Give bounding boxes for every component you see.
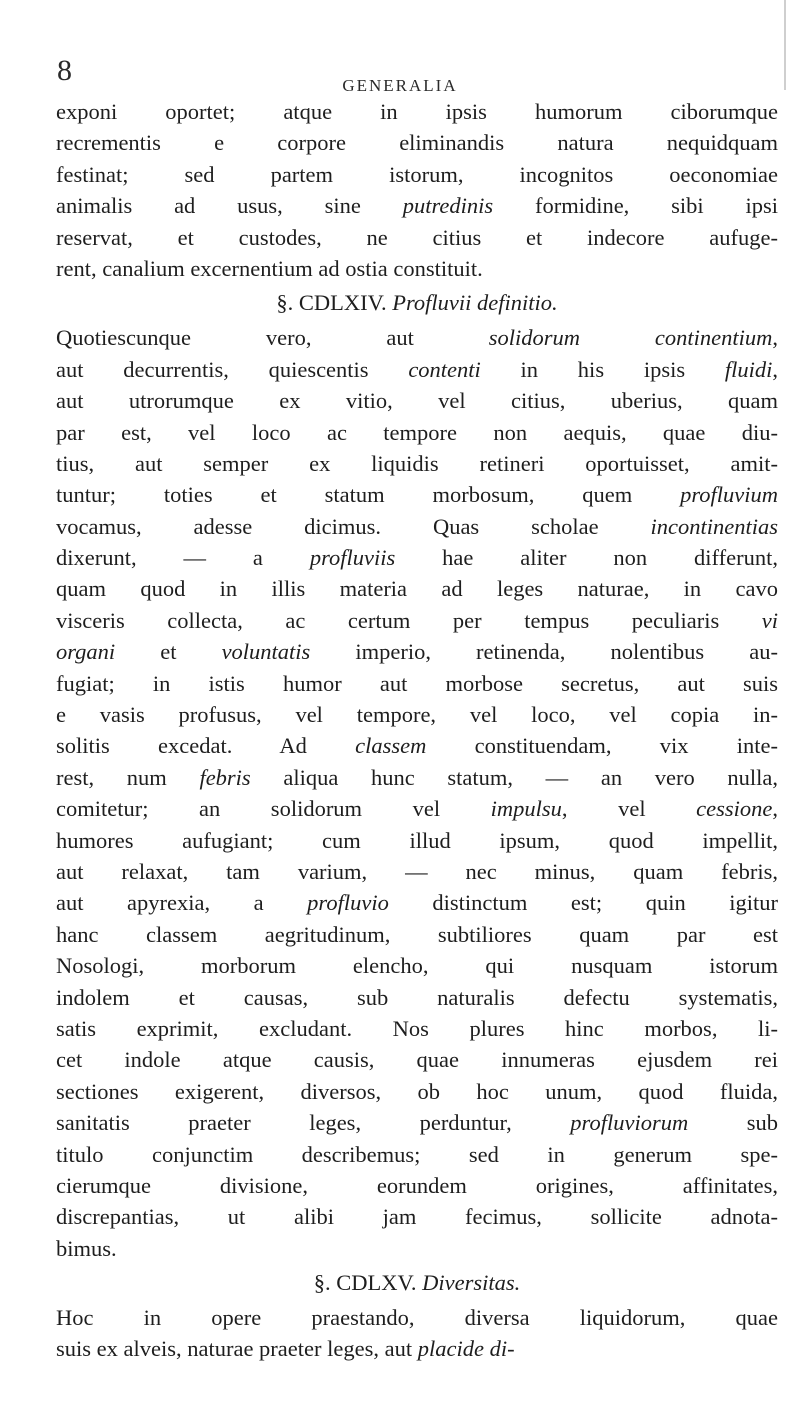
text-run: , <box>772 356 778 382</box>
paragraph-diversitas <box>56 1302 778 1365</box>
italic-text: febris <box>199 764 251 790</box>
text-run: recrementis e corpore eliminandis natura nequidquam <box>56 130 778 156</box>
text-run: humores aufugiant; cum illud ipsum, quod impellit, <box>56 827 778 853</box>
text-run: vocamus, adesse dicimus. Quas scholae <box>56 513 651 539</box>
text-line <box>56 322 778 353</box>
italic-text: profluvio <box>307 890 389 916</box>
text-run: indolem et causas, sub naturalis defectu systematis, <box>56 984 778 1010</box>
italic-text: putredinis <box>402 193 494 219</box>
italic-text: organi <box>56 639 116 665</box>
text-run: et <box>115 639 222 665</box>
section-title: Diversitas. <box>422 1270 521 1296</box>
text-line <box>56 354 778 385</box>
text-line <box>56 222 778 253</box>
italic-text: contenti <box>408 356 481 382</box>
italic-text: vi <box>761 607 778 633</box>
text-run: Nosologi, morborum elencho, qui nusquam istorum <box>56 953 778 979</box>
text-run: aut relaxat, tam varium, — nec minus, quam febris, <box>56 858 778 884</box>
text-run: hanc classem aegritudinum, subtiliores quam par est <box>56 921 778 947</box>
text-line <box>56 479 778 510</box>
text-line <box>56 636 778 667</box>
text-run: titulo conjunctim describemus; sed in generum spe- <box>56 1141 778 1167</box>
text-run: cierumque divisione, eorundem origines, affinitates, <box>56 1172 778 1198</box>
text-run: exponi oportet; atque in ipsis humorum ciborumque <box>56 99 778 124</box>
text-run: animalis ad usus, sine <box>56 193 403 219</box>
text-run: sanitatis praeter leges, perduntur, <box>56 1110 571 1136</box>
text-line <box>56 159 778 190</box>
text-line <box>56 542 778 573</box>
text-line <box>56 825 778 856</box>
text-run: cet indole atque causis, quae innumeras ejusdem rei <box>56 1047 778 1073</box>
text-line <box>56 762 778 793</box>
italic-text: impulsu <box>490 796 562 822</box>
text-line <box>56 417 778 448</box>
text-run: aliqua hunc statum, — an vero nulla, <box>250 764 778 790</box>
text-run: bimus. <box>56 1235 117 1261</box>
text-line <box>56 1233 778 1264</box>
text-run: rest, num <box>56 764 200 790</box>
italic-text: cessione <box>696 796 773 822</box>
text-run: comitetur; an solidorum vel <box>56 796 491 822</box>
text-line <box>56 793 778 824</box>
text-line <box>56 605 778 636</box>
text-line <box>56 887 778 918</box>
text-run: , vel <box>561 796 697 822</box>
text-run: fugiat; in istis humor aut morbose secretus, aut suis <box>56 670 778 696</box>
text-line <box>56 1302 778 1333</box>
text-line <box>56 730 778 761</box>
text-line <box>56 856 778 887</box>
text-line <box>56 1076 778 1107</box>
text-run: Quotiescunque vero, aut <box>56 325 489 351</box>
italic-text: profluvium <box>680 482 778 508</box>
text-run: hae aliter non differunt, <box>395 545 778 571</box>
text-line <box>56 253 778 284</box>
text-run: constituendam, vix inte- <box>426 733 778 759</box>
text-line <box>56 919 778 950</box>
text-line <box>56 511 778 542</box>
text-run: discrepantias, ut alibi jam fecimus, sollicite adnota- <box>56 1204 778 1230</box>
text-run: , <box>772 796 778 822</box>
running-head: GENERALIA <box>342 76 458 95</box>
paragraph-profluvii-definitio <box>56 322 778 1264</box>
section-title: Profluvii definitio. <box>392 290 558 316</box>
text-run: tuntur; toties et statum morbosum, quem <box>56 482 681 508</box>
italic-text: profluviorum <box>570 1110 689 1136</box>
text-line <box>56 1170 778 1201</box>
text-run: tius, aut semper ex liquidis retineri oportuisset, amit- <box>56 450 778 476</box>
text-run: aut decurrentis, quiescentis <box>56 356 409 382</box>
text-run: imperio, retinenda, nolentibus au- <box>310 639 778 665</box>
text-run: , <box>772 325 778 351</box>
text-line <box>56 1333 778 1364</box>
text-run: rent, canalium excernentium ad ostia constituit. <box>56 255 483 281</box>
text-line <box>56 699 778 730</box>
text-line <box>56 573 778 604</box>
italic-text: classem <box>355 733 427 759</box>
italic-text: profluviis <box>309 545 396 571</box>
text-run: quam quod in illis materia ad leges naturae, in cavo <box>56 576 778 602</box>
page-number: 8 <box>57 54 72 87</box>
text-run: par est, vel loco ac tempore non aequis, quae diu- <box>56 419 778 445</box>
text-line <box>56 385 778 416</box>
text-run: reservat, et custodes, ne citius et indecore aufuge- <box>56 224 778 250</box>
italic-text: incontinentias <box>650 513 778 539</box>
text-run: aut apyrexia, a <box>56 890 308 916</box>
italic-text: solidorum continentium <box>488 325 773 351</box>
text-line <box>56 96 778 127</box>
section-heading-cdlxv <box>56 1264 778 1302</box>
text-run: e vasis profusus, vel tempore, vel loco, vel copia in- <box>56 702 778 728</box>
text-run: visceris collecta, ac certum per tempus peculiaris <box>56 607 762 633</box>
text-line <box>56 1201 778 1232</box>
text-line <box>56 127 778 158</box>
text-line <box>56 1107 778 1138</box>
italic-text: fluidi <box>724 356 773 382</box>
text-run: solitis excedat. Ad <box>56 733 356 759</box>
text-line <box>56 1139 778 1170</box>
text-run: distinctum est; quin igitur <box>388 890 778 916</box>
page-header <box>0 56 800 96</box>
italic-text: placide di- <box>417 1336 515 1362</box>
text-run: sectiones exigerent, diversos, ob hoc unum, quod fluida, <box>56 1078 778 1104</box>
text-run: dixerunt, — a <box>56 545 310 571</box>
text-line <box>56 448 778 479</box>
text-run: formidine, sibi ipsi <box>493 193 778 219</box>
section-number: §. CDLXV. <box>313 1270 417 1296</box>
text-line <box>56 1013 778 1044</box>
text-run: aut utrorumque ex vitio, vel citius, uberius, quam <box>56 388 778 414</box>
text-line <box>56 950 778 981</box>
text-run: festinat; sed partem istorum, incognitos oeconomiae <box>56 161 778 187</box>
section-number: §. CDLXIV. <box>276 290 387 316</box>
text-line <box>56 982 778 1013</box>
text-run: satis exprimit, excludant. Nos plures hinc morbos, li- <box>56 1015 778 1041</box>
text-run: in his ipsis <box>480 356 725 382</box>
text-run: suis ex alveis, naturae praeter leges, aut <box>56 1336 418 1362</box>
text-line <box>56 668 778 699</box>
italic-text: voluntatis <box>221 639 311 665</box>
section-heading-cdlxiv <box>56 284 778 322</box>
paragraph-intro <box>56 96 778 284</box>
text-line <box>56 1044 778 1075</box>
text-run: Hoc in opere praestando, diversa liquidorum, quae <box>56 1305 778 1331</box>
text-run: sub <box>688 1110 778 1136</box>
text-line <box>56 190 778 221</box>
body-text <box>56 96 778 1365</box>
